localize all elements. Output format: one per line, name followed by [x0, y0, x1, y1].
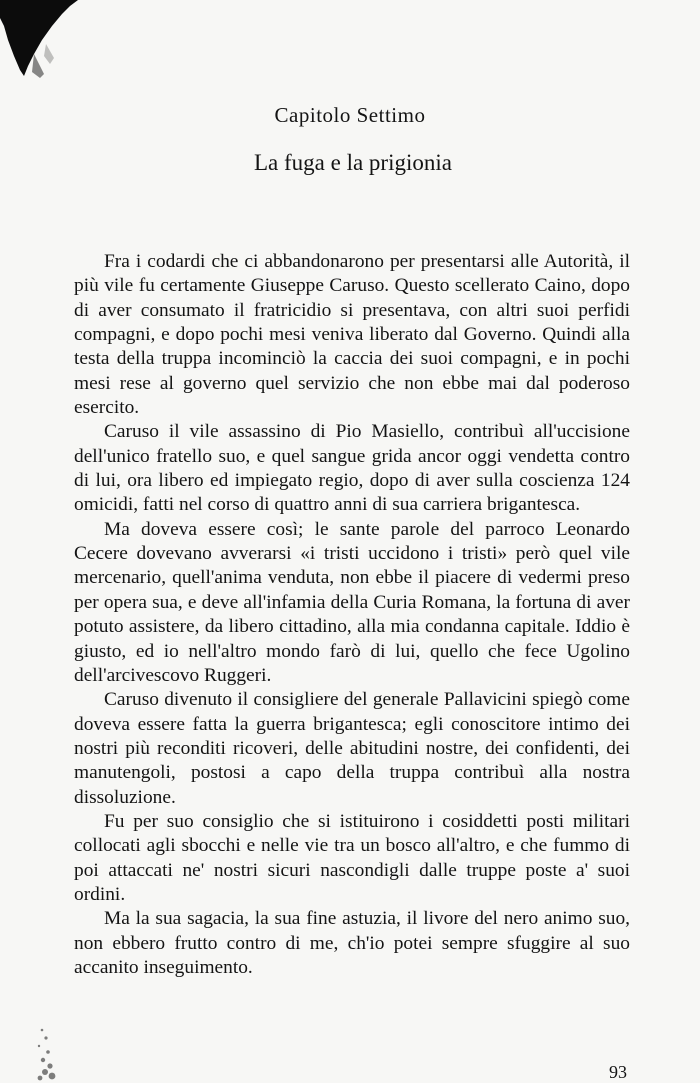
- paragraph: Ma doveva essere così; le sante parole del parroco Leonardo Cecere dovevano avverarsi «i tristi uccidono i tristi» però quel vile mercenario, quell'anima venduta, non ebbe il piacere di vedermi preso per opera sua, e deve all'infamia della Curia Romana, la fortuna di aver potuto assistere, da libero cittadino, alla mia condanna capitale. Iddio è giusto, ed io nell'altro mondo farò di lui, quello che fece Ugolino dell'arcivescovo Ruggeri.: [74, 518, 630, 686]
- margin-ink-smudge: [28, 1020, 68, 1082]
- paragraph: Caruso divenuto il consigliere del generale Pallavicini spiegò come doveva essere fatta la guerra brigantesca; egli conoscitore intimo dei nostri più reconditi ricoveri, delle abitudini nostre, dei confidenti, dei manutengoli, postosi a capo della truppa contribuì alla nostra dissoluzione.: [74, 689, 630, 808]
- paragraph: Fra i codardi che ci abbandonarono per presentarsi alle Autorità, il più vile fu certamente Giuseppe Caruso. Questo scellerato Caino, dopo di aver consumato il fratricidio si presentava, con altri suoi perfidi compagni, e dopo pochi mesi veniva liberato dal Governo. Quindi alla testa della truppa incominciò la caccia dei suoi compagni, e in pochi mesi rese al governo quel servizio che non ebbe mai dal poderoso esercito.: [74, 251, 630, 419]
- corner-ink-smudge: [0, 0, 90, 90]
- chapter-heading: Capitolo Settimo: [274, 103, 426, 127]
- paragraph: Fu per suo consiglio che si istituirono i cosiddetti posti militari collocati agli sbocchi e nelle vie tra un bosco all'altro, e che fummo di poi attaccati ne' nostri sicuri nascondigli dalle truppe poste a' suoi ordini.: [74, 810, 630, 905]
- page-number: 93: [609, 1062, 627, 1082]
- chapter-title: La fuga e la prigionia: [254, 150, 452, 175]
- paragraph: Ma la sua sagacia, la sua fine astuzia, il livore del nero animo suo, non ebbero frutto contro di me, ch'io potei sempre sfuggire al suo accanito inseguimento.: [74, 908, 630, 978]
- body-text: [74, 250, 630, 980]
- paragraph: Caruso il vile assassino di Pio Masiello, contribuì all'uccisione dell'unico fratello suo, e quel sangue grida ancor oggi vendetta contro di lui, ora libero ed impiegato regio, dopo di aver sulla coscienza 124 omicidi, fatti nel corso di quattro anni di sua carriera brigantesca.: [74, 421, 630, 516]
